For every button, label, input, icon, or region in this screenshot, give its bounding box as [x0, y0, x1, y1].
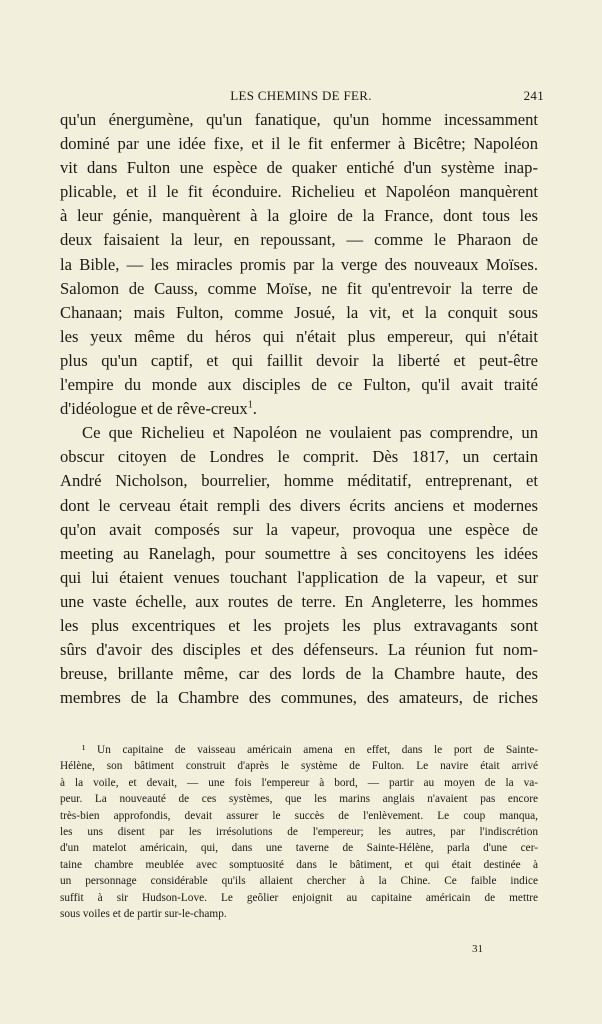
footnote-line: peur. La nouveauté de ces systèmes, que les marins anglais n'avaient pas encore	[60, 793, 538, 806]
text-line: dont le cerveau était rempli des divers écrits anciens et modernes	[60, 495, 538, 515]
text-line: Ce que Richelieu et Napoléon ne voulaient pas comprendre, un	[82, 423, 538, 443]
text-line: une vaste échelle, aux routes de terre. En Angleterre, les hommes	[60, 591, 538, 611]
text-line: dominé par une idée fixe, et il le fit enfermer à Bicêtre; Napoléon	[60, 134, 538, 154]
footnote-line: à la voile, et devait, — une fois l'empereur à bord, — partir au moyen de la va-	[60, 776, 538, 789]
text-fragment: d'idéologue et de rêve-creux	[60, 399, 248, 419]
text-line: les plus excentriques et les projets les plus extravagants sont	[60, 615, 538, 635]
text-line: qu'un énergumène, qu'un fanatique, qu'un homme incessamment	[60, 110, 538, 129]
footnote-line: d'un matelot américain, qui, dans une taverne de Sainte-Hélène, parla d'une cer-	[60, 842, 538, 855]
text-line: breuse, brillante même, car des lords de la Chambre haute, des	[60, 664, 538, 684]
text-line: meeting au Ranelagh, pour soumettre à ses concitoyens les idées	[60, 543, 538, 563]
footnote-line: très-bien approfondis, devait assurer le succès de l'enlèvement. Le coup manqua,	[60, 809, 538, 822]
text-line: plicable, et il le fit éconduire. Richelieu et Napoléon manquèrent	[60, 182, 538, 202]
running-title: LES CHEMINS DE FER.	[230, 88, 372, 103]
text-line: vit dans Fulton une espèce de quaker entiché d'un système inap-	[60, 158, 538, 178]
footnote-line: les uns disent par les irrésolutions de l'empereur; les autres, par l'indiscrétion	[60, 825, 538, 838]
text-line: obscur citoyen de Londres le comprit. Dès 1817, un certain	[60, 447, 538, 467]
text-line: sûrs d'avoir des disciples et des défenseurs. La réunion fut nom-	[60, 640, 538, 660]
footnote-line: un personnage considérable qu'ils allaient chercher à la Chine. Ce faible indice	[60, 875, 538, 888]
footnote-line: ¹ Un capitaine de vaisseau américain amena en effet, dans le port de Sainte-	[82, 744, 538, 756]
signature-mark: 31	[472, 943, 483, 955]
main-text	[60, 108, 538, 710]
text-line: plus qu'un captif, et qui faillit devoir la liberté et peut-être	[60, 350, 538, 370]
footnote	[60, 742, 538, 922]
text-line: Salomon de Causs, comme Moïse, ne fit qu'entrevoir la terre de	[60, 278, 538, 298]
text-line: la Bible, — les miracles promis par la verge des nouveaux Moïses.	[60, 254, 538, 274]
paragraph	[60, 108, 538, 421]
footnote-line: taine chambre meublée avec somptuosité dans le bâtiment, et qui était destinée à	[60, 858, 538, 871]
footnote-line: suffit à sir Hudson-Love. Le geôlier enjoignit au capitaine américain de mettre	[60, 891, 538, 904]
text-line: membres de la Chambre des communes, des amateurs, de riches	[60, 688, 538, 708]
text-line: qui lui étaient venues touchant l'application de la vapeur, et sur	[60, 567, 538, 587]
footnote-reference: 1	[247, 399, 253, 411]
paragraph	[60, 421, 538, 710]
text-line: à leur génie, manquèrent à la gloire de la France, dont tous les	[60, 206, 538, 226]
text-line: deux faisaient la leur, en repoussant, — comme le Pharaon de	[60, 230, 538, 250]
text-line: André Nicholson, bourrelier, homme méditatif, entreprenant, et	[60, 471, 538, 491]
text-line: qu'on avait composés sur la vapeur, provoqua une espèce de	[60, 519, 538, 539]
footnote-line: Hélène, son bâtiment construit d'après le système de Fulton. Le navire était arrivé	[60, 760, 538, 773]
footnote-line: sous voiles et de partir sur-le-champ.	[60, 907, 227, 920]
text-line: l'empire du monde aux disciples de ce Fulton, qu'il avait traité	[60, 375, 538, 395]
text-line: Chanaan; mais Fulton, comme Josué, la vit, et la conquit sous	[60, 302, 538, 322]
text-line: les yeux même du héros qui n'était plus empereur, qui n'était	[60, 326, 538, 346]
text-fragment: .	[252, 399, 257, 419]
page-number: 241	[523, 88, 544, 103]
text-line	[60, 397, 538, 421]
running-head	[58, 88, 544, 106]
